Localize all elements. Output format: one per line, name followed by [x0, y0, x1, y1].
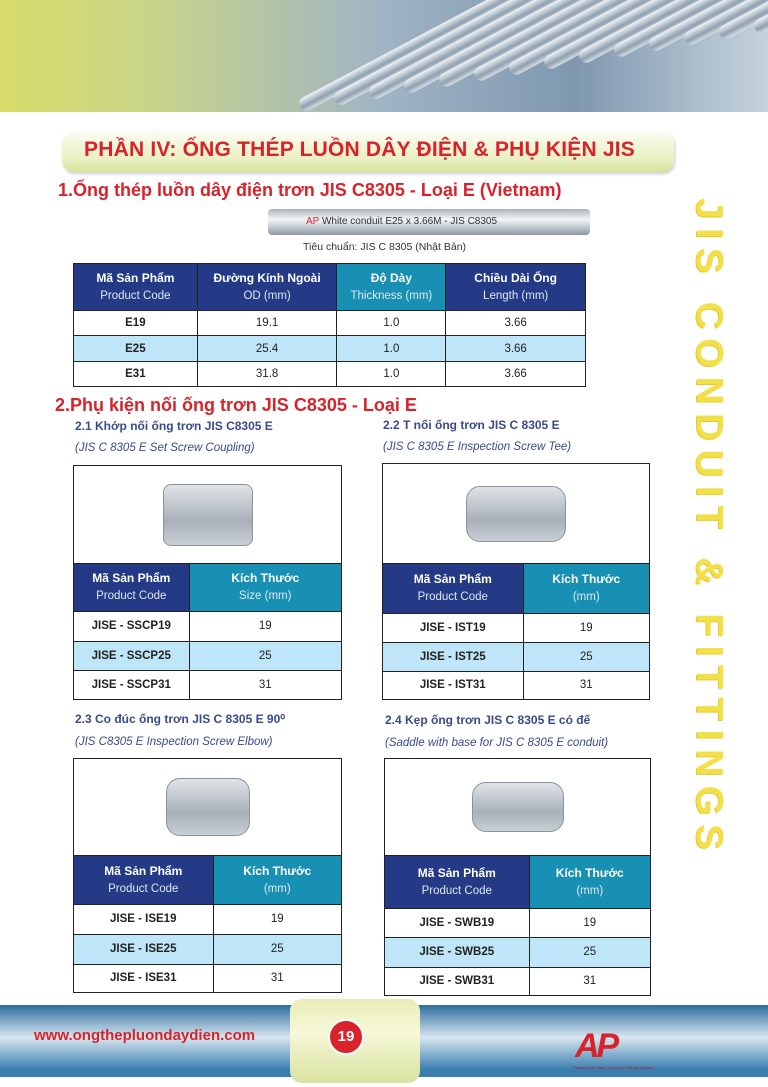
fitting-photo — [74, 466, 341, 564]
header-banner-image — [0, 0, 768, 112]
table-row: JISE - ISE19 19 — [74, 904, 341, 934]
col-header: Mã Sản Phẩm Product Code — [74, 564, 189, 611]
table-row: JISE - SSCP31 31 — [74, 670, 341, 699]
col-header: Mã Sản Phẩm Product Code — [385, 856, 529, 908]
table-row: JISE - SSCP25 25 — [74, 641, 341, 670]
fitting-block — [382, 463, 650, 700]
col-header: Mã Sản Phẩm Product Code — [74, 264, 198, 311]
page-title: PHẦN IV: ỐNG THÉP LUỒN DÂY ĐIỆN & PHỤ KIỆN JIS — [84, 138, 636, 161]
pipe-print-text: White conduit E25 x 3.66M - JIS C8305 — [319, 216, 498, 227]
table-row: JISE - ISE31 31 — [74, 964, 341, 992]
table-header-row — [74, 264, 586, 311]
col-header: Kích Thước (mm) — [529, 856, 650, 908]
logo-tagline: Professional Steel Conduit & Fittings Supplier — [573, 1065, 654, 1070]
footer — [0, 1005, 768, 1077]
page-number: 19 — [328, 1019, 364, 1055]
website-link[interactable]: www.ongthepluondaydien.com — [34, 1027, 256, 1044]
pipe-print — [306, 216, 497, 227]
table-row: JISE - IST25 25 — [383, 642, 649, 671]
fitting-title: 2.2 T nối ống trơn JIS C 8305 E — [383, 418, 560, 432]
col-header: Chiều Dài Ống Length (mm) — [446, 264, 586, 311]
fitting-image — [166, 778, 250, 836]
fitting-subtitle: (JIS C 8305 E Inspection Screw Tee) — [383, 441, 572, 453]
standard-note: Tiêu chuẩn: JIS C 8305 (Nhật Bản) — [303, 241, 467, 253]
fitting-block — [73, 465, 342, 700]
table-row: JISE - SSCP19 19 — [74, 611, 341, 641]
col-header: Độ Dày Thickness (mm) — [337, 264, 446, 311]
table-row: E25 25.4 1.0 3.66 — [74, 336, 586, 362]
col-header: Kích Thước Size (mm) — [189, 564, 341, 611]
fitting-table — [74, 856, 341, 992]
table-row: JISE - IST31 31 — [383, 671, 649, 699]
table-row: JISE - SWB25 25 — [385, 937, 650, 967]
table-header-row — [385, 856, 650, 908]
fitting-table — [383, 564, 649, 699]
table-header-row — [74, 856, 341, 904]
table-row: JISE - IST19 19 — [383, 613, 649, 642]
table-header-row — [383, 564, 649, 613]
col-header: Kích Thước (mm) — [213, 856, 341, 904]
col-header: Đường Kính Ngoài OD (mm) — [197, 264, 337, 311]
fitting-block — [384, 758, 651, 996]
fitting-table — [74, 564, 341, 699]
table-row: JISE - SWB31 31 — [385, 967, 650, 995]
fitting-title: 2.3 Co đúc ống trơn JIS C 8305 E 90⁰ — [75, 712, 286, 726]
conduit-spec-table — [73, 263, 586, 387]
section2-heading: 2.Phụ kiện nối ống trơn JIS C8305 - Loại E — [55, 395, 417, 415]
pipe-print-brand: AP — [306, 216, 320, 227]
fitting-photo — [385, 759, 650, 856]
fitting-table — [385, 856, 650, 995]
fitting-subtitle: (JIS C8305 E Inspection Screw Elbow) — [75, 736, 273, 748]
section1-heading: 1.Ống thép luồn dây điện trơn JIS C8305 - Loại E (Vietnam) — [58, 180, 562, 200]
table-row: JISE - ISE25 25 — [74, 934, 341, 964]
fitting-title: 2.1 Khớp nối ống trơn JIS C8305 E — [75, 419, 273, 433]
fitting-subtitle: (Saddle with base for JIS C 8305 E conduit) — [385, 737, 609, 749]
fitting-title: 2.4 Kẹp ống trơn JIS C 8305 E có đế — [385, 713, 591, 727]
table-row: E31 31.8 1.0 3.66 — [74, 362, 586, 387]
table-header-row — [74, 564, 341, 611]
col-header: Mã Sản Phẩm Product Code — [74, 856, 213, 904]
fitting-photo — [74, 759, 341, 856]
table-row: E19 19.1 1.0 3.66 — [74, 311, 586, 336]
table-row: JISE - SWB19 19 — [385, 908, 650, 937]
fitting-image — [472, 782, 564, 832]
conduit-pipe-image — [268, 209, 590, 235]
side-label: JIS CONDUIT & FITTINGS — [688, 198, 730, 859]
col-header: Mã Sản Phẩm Product Code — [383, 564, 523, 613]
col-header: Kích Thước (mm) — [523, 564, 649, 613]
fitting-photo — [383, 464, 649, 564]
section-title-bar — [62, 132, 674, 172]
ap-logo: AP — [575, 1027, 617, 1065]
fitting-subtitle: (JIS C 8305 E Set Screw Coupling) — [75, 442, 255, 454]
fitting-block — [73, 758, 342, 993]
fitting-image — [163, 484, 253, 546]
fitting-image — [466, 486, 566, 542]
